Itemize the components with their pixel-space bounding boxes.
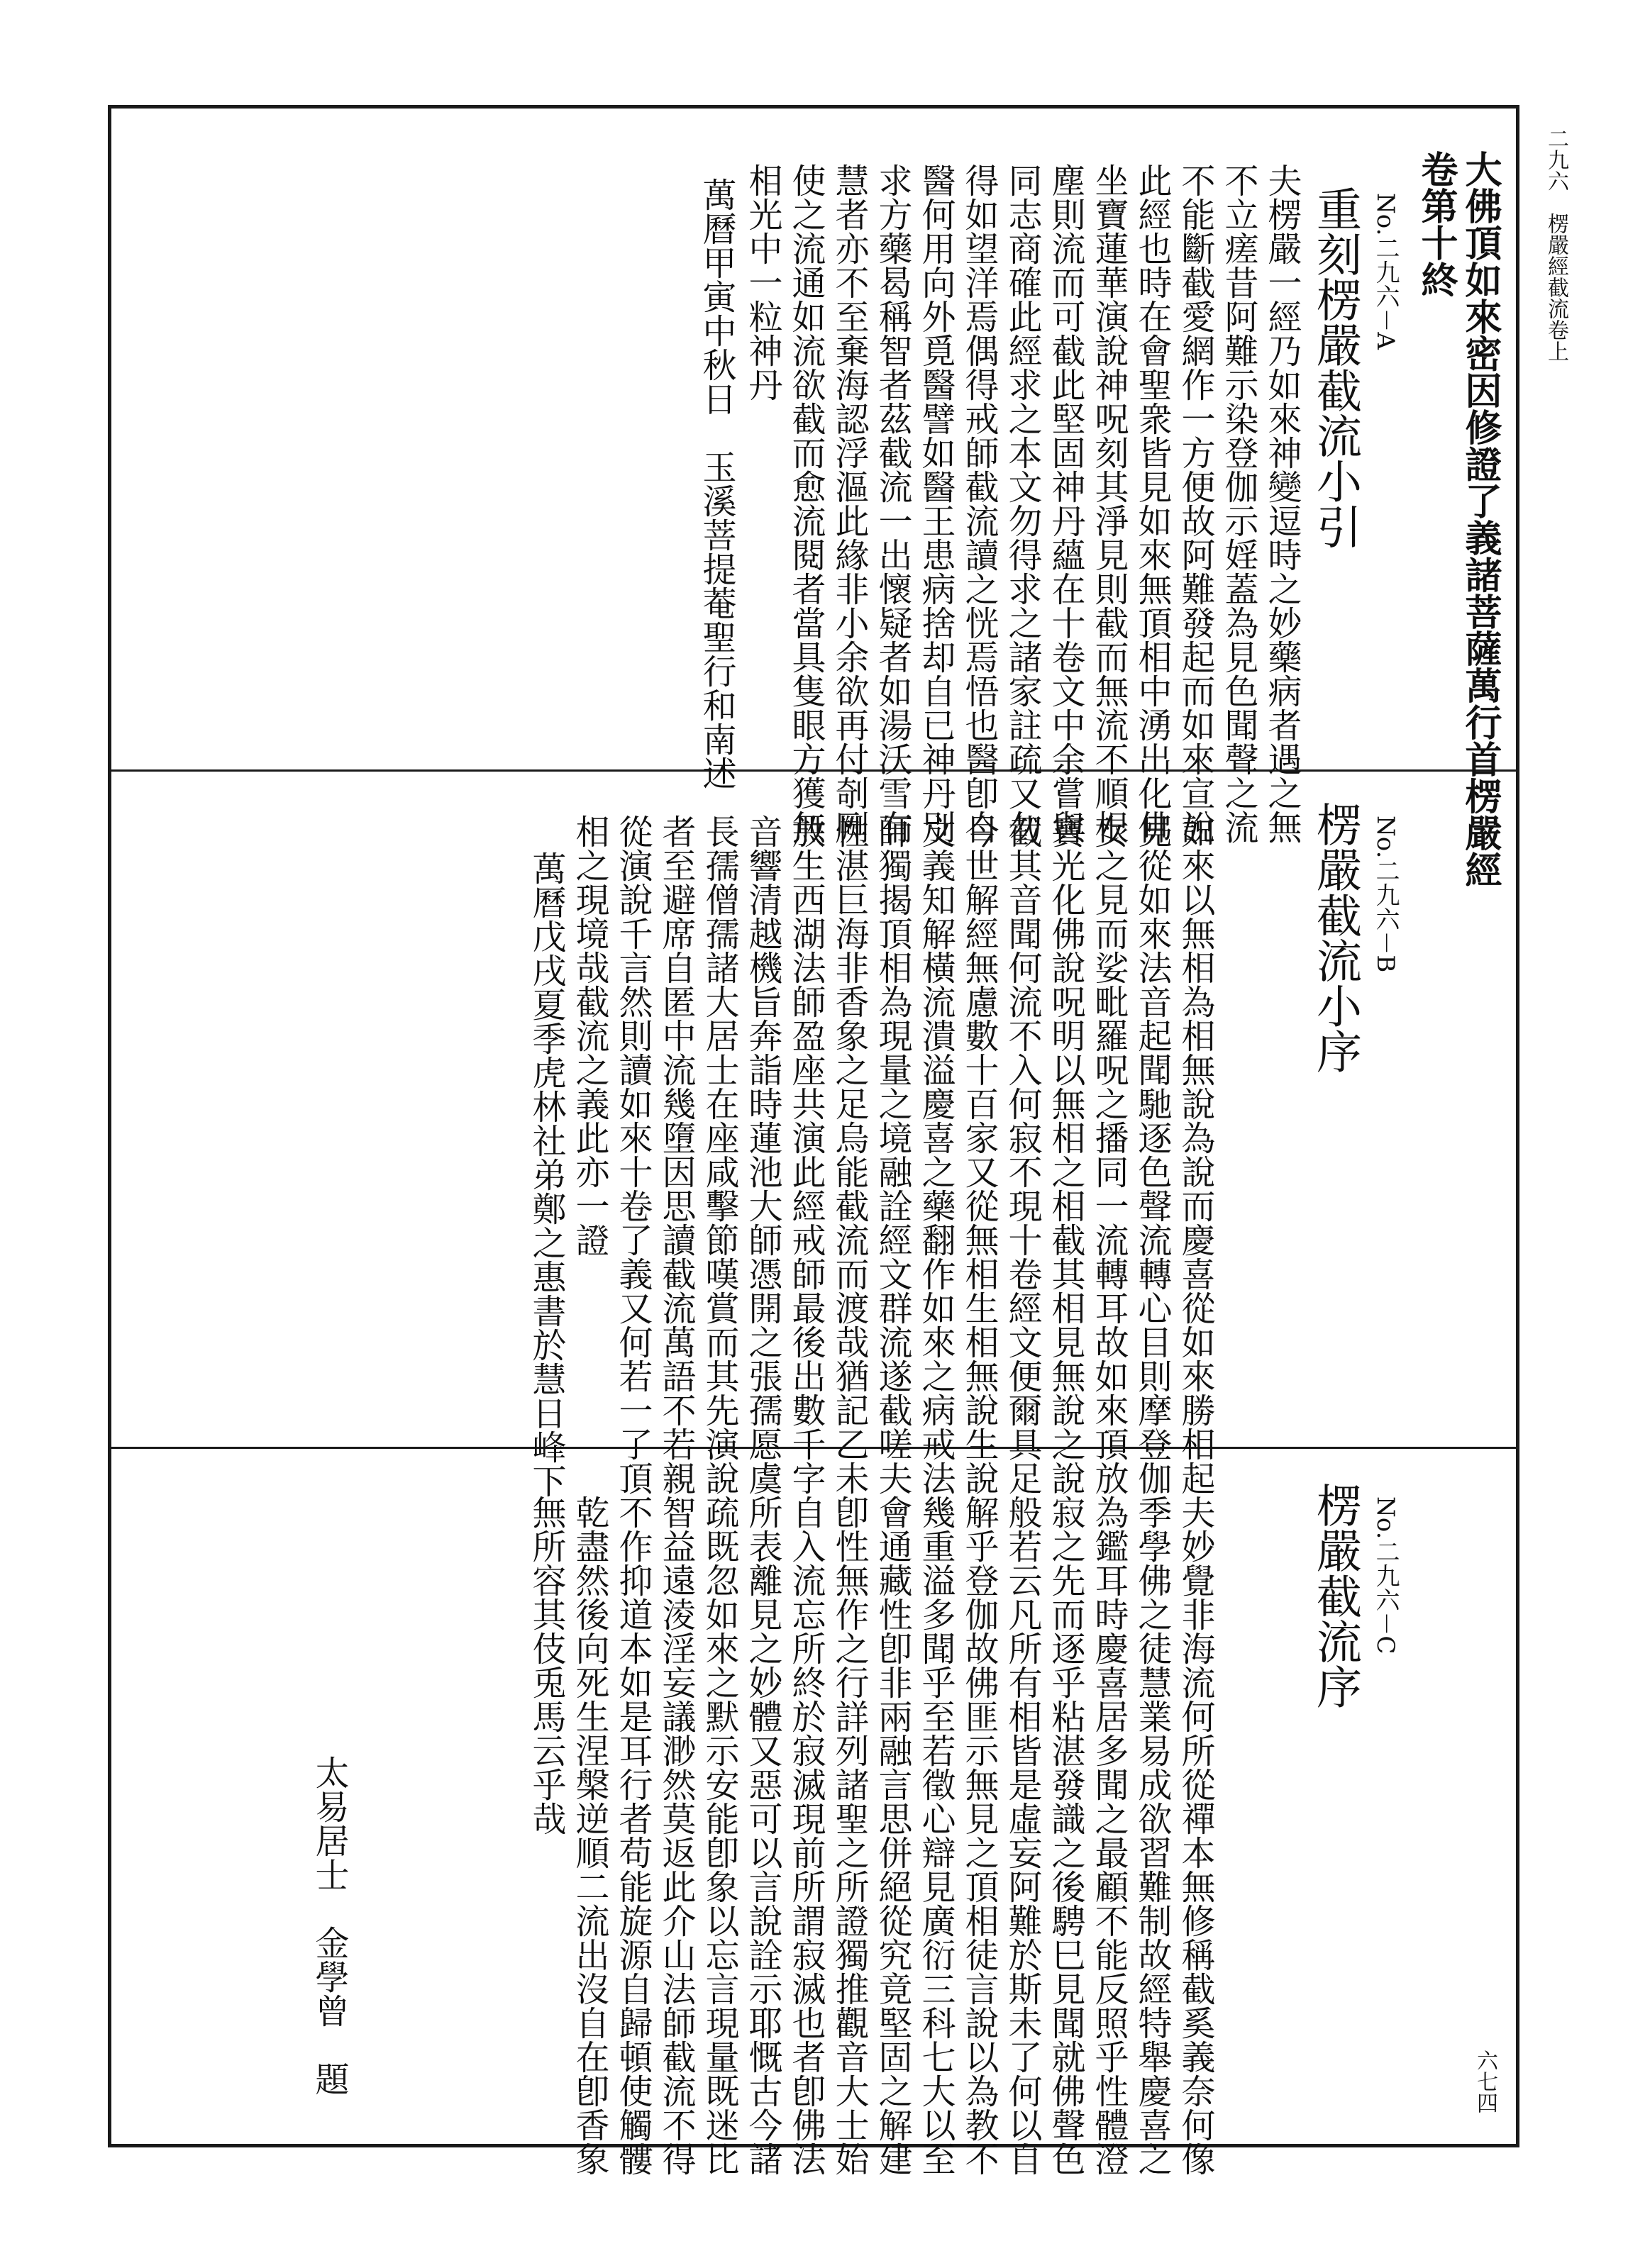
page-header: 二九六 楞嚴經截流卷上 <box>1544 128 1568 362</box>
text-line: 見從如來法音起聞馳逐色聲流轉心目則摩登伽 <box>1132 814 1172 1495</box>
text-line: 解乎登伽故佛匪示無見之頂相徒言說以為教不 <box>959 1495 999 2176</box>
doc-number-a: No.二九六－A <box>1371 193 1400 350</box>
volume-end-label: 卷第十終 <box>1414 150 1458 298</box>
text-line: 季學佛之徒慧業易成欲習難制故經特舉慶喜之 <box>1132 1495 1172 2176</box>
text-line: 放生西湖法師盈座共演此經戒師最後出數千字 <box>786 814 826 1495</box>
text-line: 如來以無相為相無說為說而慶喜從如來勝相起 <box>1175 814 1215 1495</box>
doc-number-b: No.二九六－B <box>1371 816 1400 973</box>
sutra-title-line: 大佛頂如來密因修證了義諸菩薩萬行首楞嚴經 <box>1458 150 1502 888</box>
text-line: 性湛巨海非香象之足烏能截流而渡哉猶記乙未 <box>829 814 869 1495</box>
text-line: 夫楞嚴一經乃如來神變逗時之妙藥病者遇之無 <box>1262 163 1302 844</box>
text-line: 般若云凡所有相皆是虛妄阿難於斯未了何以自 <box>1002 1495 1042 2176</box>
text-line: 此經也時在會聖衆皆見如來無頂相中湧出化佛 <box>1132 163 1172 844</box>
text-line: 者至避席自匿中流幾墮因思讀截流萬語不若親 <box>656 814 696 1495</box>
text-line: 不作抑道本如是耳行者苟能旋源自歸頓使觸髏 <box>613 1495 653 2176</box>
text-line: 慧者亦不至棄海認浮漚此緣非小余欲再付剞劂 <box>829 163 869 844</box>
text-line: 使之流通如流欲截而愈流閱者當具隻眼方獲無 <box>786 163 826 844</box>
text-line: 自入流忘所終於寂滅現前所謂寂滅也者卽佛法 <box>786 1495 826 2176</box>
text-line: 乾盡然後向死生涅槃逆順二流出沒自在卽香象 <box>570 1495 609 2176</box>
text-line: 女之見而娑毗羅呪之播同一流轉耳故如來頂放 <box>1089 814 1129 1495</box>
text-line: 會通藏性卽非兩融言思併絕從究竟堅固之解建 <box>873 1495 912 2176</box>
doc-number-c: No.二九六－C <box>1371 1496 1400 1655</box>
text-line: 為鑑耳時慶喜居多聞之最顧不能反照乎性體澄 <box>1089 1495 1129 2176</box>
text-line: 得如望洋焉偶得戒師截流讀之恍焉悟也醫卽自 <box>959 163 999 844</box>
text-line: 相光中一粒神丹 <box>743 163 782 401</box>
text-line: 無所容其伎兎馬云乎哉 <box>526 1495 566 1835</box>
text-line: 醫何用向外覓醫譬如醫王患病捨却自已神丹別 <box>916 163 956 844</box>
text-line: 寂之先而逐乎粘湛發識之後騁巳見聞就佛聲色 <box>1046 1495 1085 2176</box>
colophon-a: 萬曆甲寅中秋日 玉溪菩提菴聖行和南述 <box>697 177 736 790</box>
text-line: 同志商確此經求之本文勿得求之諸家註疏又勿 <box>1002 163 1042 844</box>
text-line: 夫妙覺非海流何所從禪本無修稱截奚義奈何像 <box>1175 1495 1215 2176</box>
text-line: 今世解經無慮數十百家又從無相生相無說生說 <box>959 814 999 1495</box>
text-line: 不立瘥昔阿難示染登伽示婬蓋為見色聞聲之流 <box>1219 163 1258 844</box>
text-line: 相之現境哉截流之義此亦一證 <box>570 814 609 1257</box>
text-line: 不能斷截愛網作一方便故阿難發起而如來宣說 <box>1175 163 1215 844</box>
colophon-b: 萬曆戊戌夏季虎林社弟鄭之惠書於慧日峰下 <box>526 851 566 1498</box>
heading-a: 重刻楞嚴截流小引 <box>1309 186 1361 549</box>
text-line: 智益遠淩淫妄議渺然莫返此介山法師截流不得 <box>656 1495 696 2176</box>
text-line: 長孺僧孺諸大居士在座咸擊節嘆賞而其先演說 <box>699 814 739 1495</box>
text-line: 所表離見之妙體又惡可以言說詮示耶慨古今諸 <box>743 1495 782 2176</box>
text-line: 文義知解橫流潰溢慶喜之藥翻作如來之病戒法 <box>916 814 956 1495</box>
page-number: 六七四 <box>1473 2050 1497 2113</box>
heading-b: 楞嚴截流小序 <box>1309 801 1361 1074</box>
text-line: 塵則流而可截此堅固神丹蘊在十卷文中余嘗與 <box>1046 163 1085 844</box>
heading-c: 楞嚴截流序 <box>1309 1482 1361 1709</box>
text-line: 卽性無作之行詳列諸聖之所證獨推觀音大士始 <box>829 1495 869 2176</box>
text-line: 從演說千言然則讀如來十卷了義又何若一了頂 <box>613 814 653 1495</box>
text-line: 音響清越機旨奔詣時蓮池大師憑開之張孺愿虞 <box>743 814 782 1495</box>
text-line: 求方藥曷稱智者茲截流一出懷疑者如湯沃雪有 <box>873 163 912 844</box>
text-line: 截其音聞何流不入何寂不現十卷經文便爾具足 <box>1002 814 1042 1495</box>
text-line: 疏既忽如來之默示安能卽象以忘言現量既迷比 <box>699 1495 739 2176</box>
text-line: 寶光化佛說呪明以無相之相截其相見無說之說 <box>1046 814 1085 1495</box>
text-line: 坐寶蓮華演說神呪刻其淨見則截而無流不順根 <box>1089 163 1129 844</box>
signature-c: 太易居士 金學曾 題 <box>309 1755 349 2096</box>
text-line: 師獨揭頂相為現量之境融詮經文群流遂截嗟夫 <box>873 814 912 1495</box>
text-line: 幾重溢多聞乎至若徵心辯見廣衍三科七大以至 <box>916 1495 956 2176</box>
